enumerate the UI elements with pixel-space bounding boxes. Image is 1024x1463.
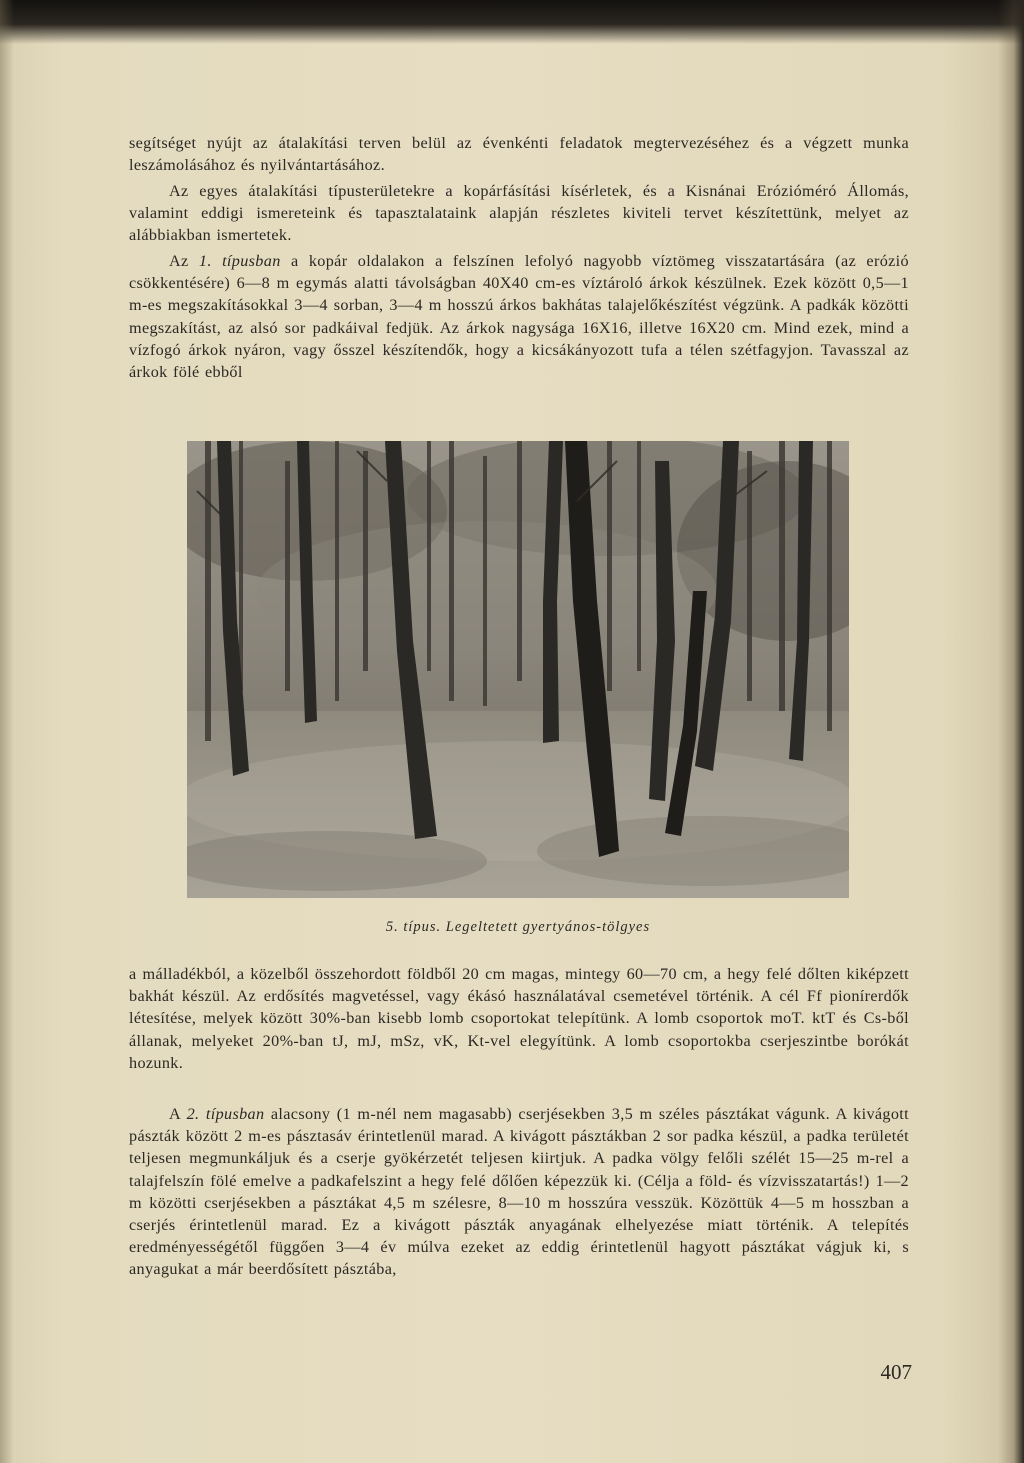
paragraph-3 — [129, 250, 909, 383]
paragraph-5-prefix: A — [169, 1105, 187, 1123]
paragraph-5 — [129, 1103, 909, 1281]
type-1-term: 1. típusban — [198, 252, 281, 270]
paragraph-5-body: alacsony (1 m-nél nem magasabb) cserjésekben 3,5 m széles pásztákat vágunk. A kivágott pászták között 2 m-es pásztasáv érintetlenül marad. A kivágott pásztákban 2 sor padka készül, a padka területét teljesen megmunkáljuk és a cserje gyökérzetét teljesen kiirtjuk. A padka völgy felőli szélét 15—25 m-rel a talajfelszín fölé emelve a padkafelszint a hegy felé dőlően képezzük ki. (Célja a föld- és vízvisszatartás!) 1—2 m közötti cserjésekben a pásztákat 4,5 m szélesre, 8—10 m hosszúra vesszük. Közöttük 4—5 m hosszban a cserjés érintetlenül marad. Ez a kivágott pászták anyagának elhelyezése miatt történik. A telepítés eredményességétől függően 3—4 év múlva ezeket az eddig érintetlenül hagyott pásztákat vágjuk ki, s anyagukat a már beerdősített pásztába, — [129, 1105, 909, 1279]
paragraph-3-prefix: Az — [169, 252, 199, 270]
page-number: 407 — [880, 1360, 912, 1384]
figure-caption: 5. típus. Legeltetett gyertyános-tölgyes — [385, 919, 651, 935]
forest-photograph — [187, 441, 849, 898]
scan-right-edge — [998, 0, 1024, 1463]
paragraph-1: segítséget nyújt az átalakítási terven belül az évenkénti feladatok megtervezéséhez és a végzett munka leszámolásához és nyilvántartásához. — [129, 134, 909, 175]
paragraph-2: Az egyes átalakítási típusterületekre a kopárfásítási kísérletek, és a Kisnánai Erózióméró Állomás, valamint eddigi ismereteink és tapasztalataink alapján részletes kiviteli tervet készítettünk, melyet az alábbiakban ismertetek. — [129, 182, 909, 245]
scan-top-shadow — [0, 0, 1024, 44]
paragraph-3-body: a kopár oldalakon a felszínen lefolyó nagyobb víztömeg visszatartására (az erózió csökkentésére) 6—8 m egymás alatti távolságban 40X40 cm-es víztároló árkok készülnek. Ezek között 0,5—1 m-es megszakításokkal 3—4 sorban, 3—4 m hosszú árkos bakhátas talajelőkészítést végzünk. A padkák közötti megszakítást, az alsó sor padkáival fedjük. Az árkok nagysága 16X16, illetve 16X20 cm. Mind ezek, mind a vízfogó árkok nyáron, vagy ősszel készítendők, hogy a kicsákányozott tufa a télen szétfagyjon. Tavasszal az árkok fölé ebből — [129, 252, 909, 382]
forest-photo-image — [187, 441, 849, 898]
type-2-term: 2. típusban — [186, 1105, 265, 1123]
paragraph-4: a málladékból, a közelből összehordott földből 20 cm magas, mintegy 60—70 cm, a hegy felé dőlten kiképzett bakhát készül. Az erdősítés magvetéssel, vagy ékásó használatával csemetével történik. A cél Ff pionírerdők létesítése, melyek között 30%-ban kisebb lomb csoportokat telepítünk. A lomb csoportok moT. ktT és Cs-ből állanak, melyeket 20%-ban tJ, mJ, mSz, vK, Kt-vel elegyítünk. A lomb csoportokba cserjeszintbe borókát hozunk. — [129, 965, 909, 1072]
scan-left-edge — [0, 0, 14, 1463]
